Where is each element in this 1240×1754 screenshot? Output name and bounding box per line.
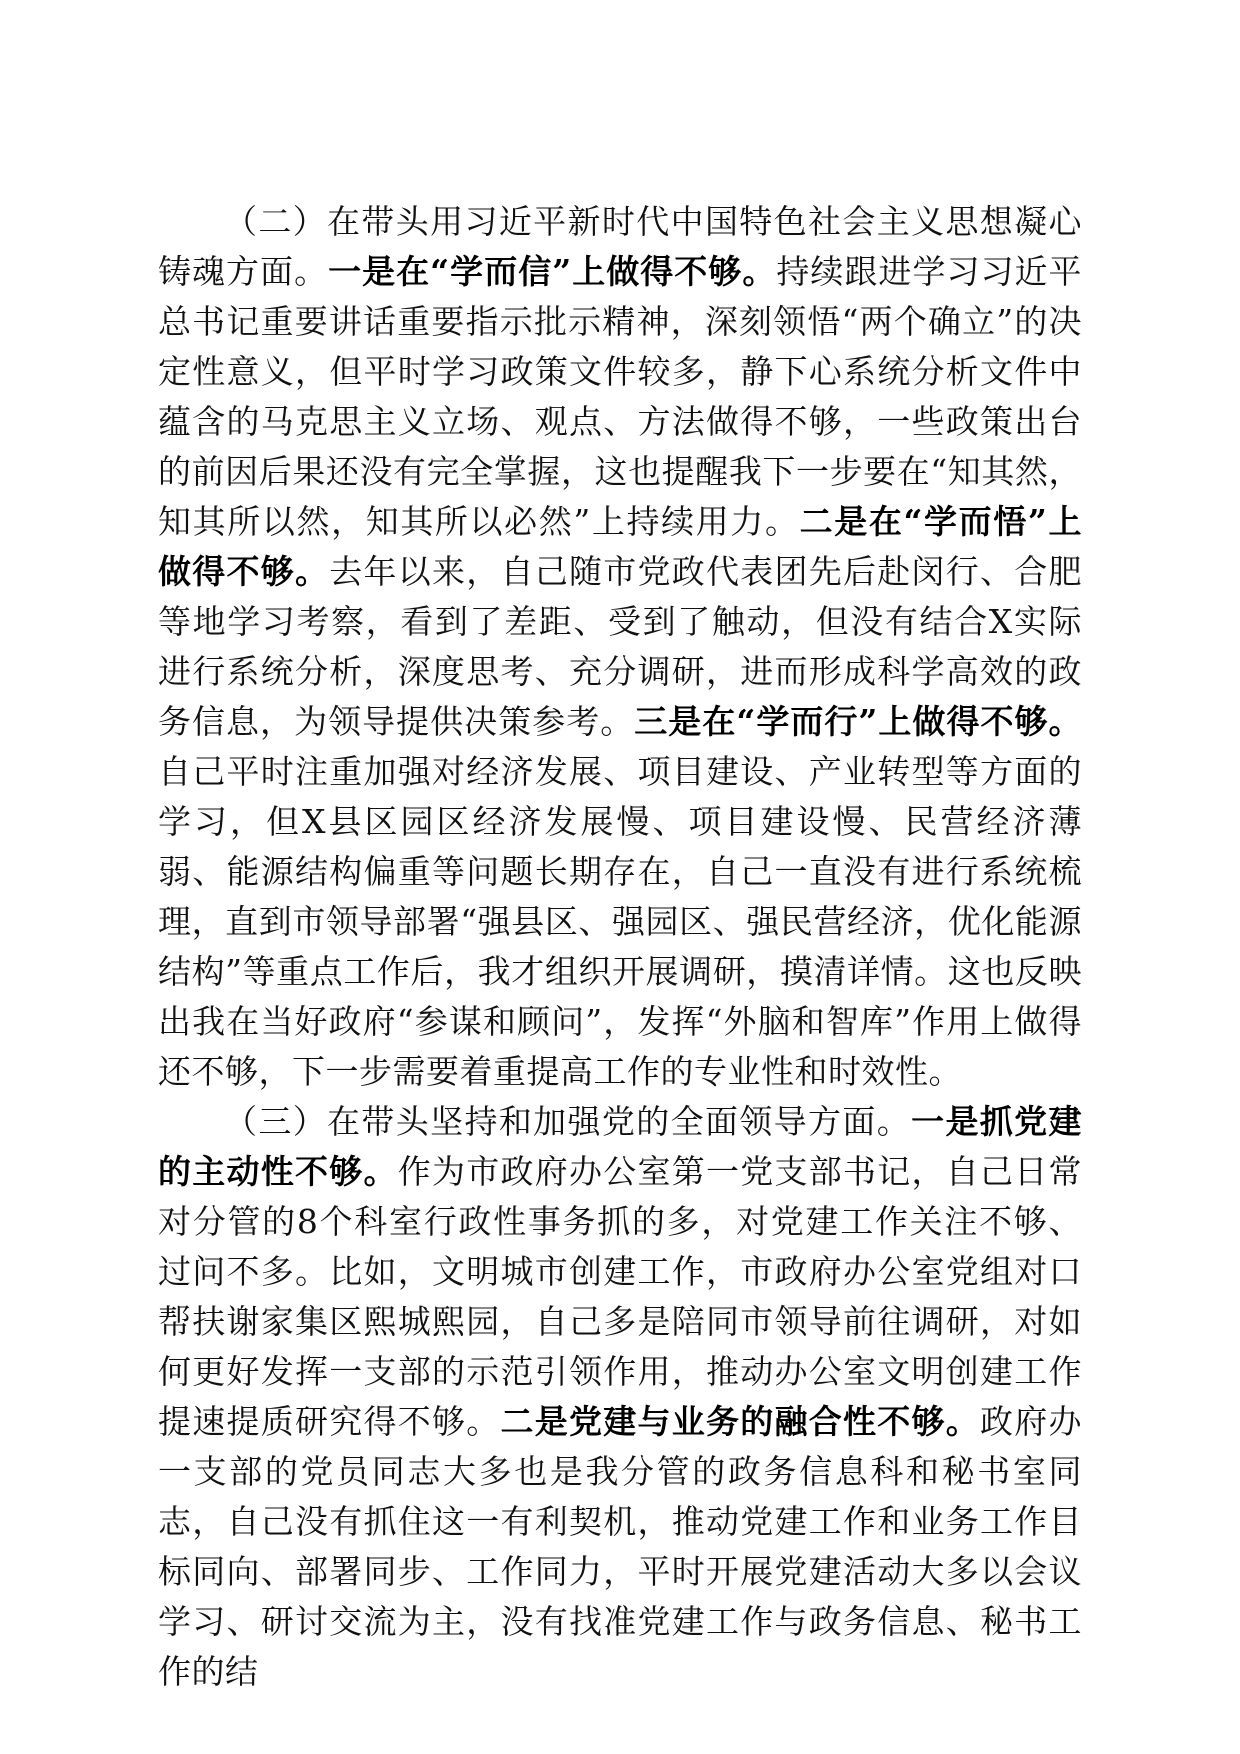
paragraph-text: 作为市政府办公室第一党支部书记，自己日常对分管的8个科室行政性事务抓的多，对党建工作关注不够、过问不多。比如，文明城市创建工作，市政府办公室党组对口帮扶谢家集区熙城熙园，自己多是陪同市领导前往调研，对如何更好发挥一支部的示范引领作用，推动办公室文明创建工作提速提质研究得不够。 — [158, 1152, 1082, 1441]
paragraph-text: 自己平时注重加强对经济发展、项目建设、产业转型等方面的学习，但X县区园区经济发展慢、项目建设慢、民营经济薄弱、能源结构偏重等问题长期存在，自己一直没有进行系统梳理，直到市领导部署“强县区、强园区、强民营经济，优化能源结构”等重点工作后，我才组织开展调研，摸清详情。这也反映出我在当好政府“参谋和顾问”，发挥“外脑和智库”作用上做得还不够，下一步需要着重提高工作的专业性和时效性。 — [158, 752, 1082, 1091]
paragraph-text: 政府办一支部的党员同志大多也是我分管的政务信息科和秘书室同志，自己没有抓住这一有利契机，推动党建工作和业务工作目标同向、部署同步、工作同力，平时开展党建活动大多以会议学习、研讨交流为主，没有找准党建工作与政务信息、秘书工作的结 — [158, 1402, 1082, 1691]
bold-heading: 三是在“学而行”上做得不够。 — [634, 702, 1083, 741]
paragraph-text: 持续跟进学习习近平总书记重要讲话重要指示批示精神，深刻领悟“两个确立”的决定性意义，但平时学习政策文件较多，静下心系统分析文件中蕴含的马克思主义立场、观点、方法做得不够，一些政策出台的前因后果还没有完全掌握，这也提醒我下一步要在“知其然，知其所以然，知其所以必然”上持续用力。 — [158, 252, 1083, 541]
paragraph-section-three — [158, 1097, 1082, 1697]
paragraph-text: 去年以来，自己随市党政代表团先后赴闵行、合肥等地学习考察，看到了差距、受到了触动，但没有结合X实际进行系统分析，深度思考、充分调研，进而形成科学高效的政务信息，为领导提供决策参考。 — [158, 552, 1082, 741]
paragraph-text: （三）在带头坚持和加强党的全面领导方面。 — [224, 1102, 912, 1141]
paragraph-text: （二）在带头用习近平新时代中国特色社会主义思想凝心铸魂方面。 — [158, 202, 1082, 291]
bold-heading: 二是在“学而悟”上做得不够。 — [158, 502, 1082, 591]
bold-heading: 一是抓党建的主动性不够。 — [158, 1102, 1083, 1191]
paragraph-section-two — [158, 197, 1082, 1097]
bold-heading: 一是在“学而信”上做得不够。 — [328, 252, 777, 291]
bold-heading: 二是党建与业务的融合性不够。 — [500, 1402, 980, 1441]
document-page — [158, 197, 1082, 1697]
